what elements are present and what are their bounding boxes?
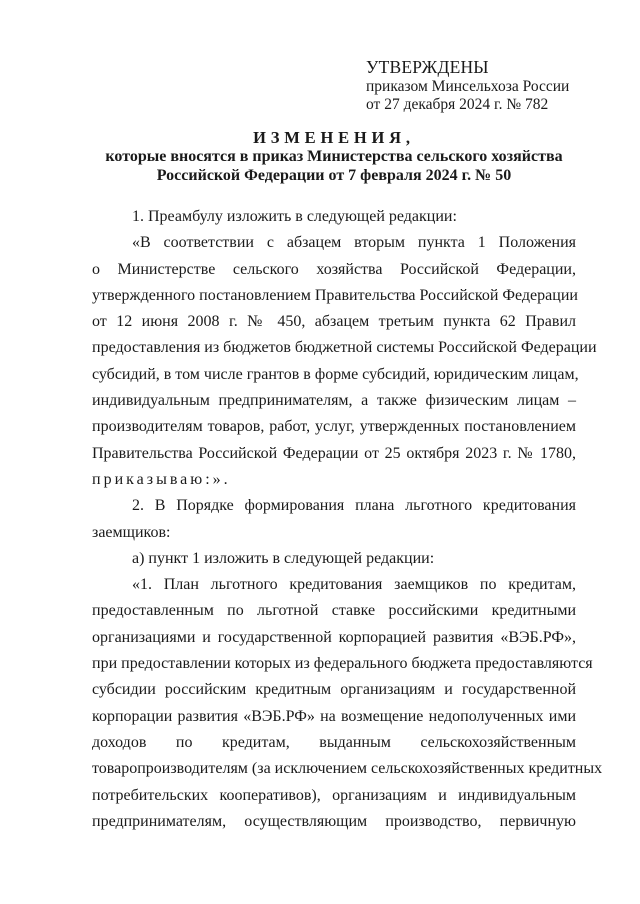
body-line: приказываю:». [92,470,231,488]
body-line: при предоставлении которых из федерального бюджета предоставляются [92,655,593,673]
document-body [92,204,603,835]
approval-order-line: приказом Минсельхоза России [366,78,570,95]
heading-subtitle-line-2: Российской Федерации от 7 февраля 2024 г. № 50 [156,167,512,184]
body-line: предоставления из бюджетов бюджетной системы Российской Федерации [92,339,597,357]
body-line: от 12 июня 2008 г. № 450, абзацем третьим пункта 62 Правил [92,313,576,331]
body-line: заемщиков: [92,523,171,541]
body-line: доходов по кредитам, выданным сельскохозяйственным [92,733,576,751]
body-line: о Министерстве сельского хозяйства Российской Федерации, [92,260,576,278]
body-line: «В соответствии с абзацем вторым пункта 1 Положения [132,234,576,252]
body-line: 1. Преамбулу изложить в следующей редакции: [132,208,457,225]
body-line: корпорации развития «ВЭБ.РФ» на возмещение недополученных ими [92,707,576,725]
body-line: производителям товаров, работ, услуг, утвержденных постановлением [92,418,576,436]
body-line: потребительских кооперативов), организациям и индивидуальным [92,786,576,804]
body-line: субсидии российским кредитным организациям и государственной [92,681,576,699]
body-line: утвержденного постановлением Правительства Российской Федерации [92,286,578,304]
body-line: «1. План льготного кредитования заемщиков по кредитам, [132,576,576,594]
body-line: предоставленным по льготной ставке российскими кредитными [92,602,576,620]
body-line: организациями и государственной корпорацией развития «ВЭБ.РФ», [92,628,576,646]
approval-date-line: от 27 декабря 2024 г. № 782 [366,96,549,113]
body-line: 2. В Порядке формирования плана льготного кредитования [132,497,576,515]
body-line: товаропроизводителям (за исключением сельскохозяйственных кредитных [92,760,603,778]
body-line: индивидуальным предпринимателям, а также физическим лицам – [92,392,576,410]
body-line: субсидий, в том числе грантов в форме субсидий, юридическим лицам, [92,365,579,383]
heading-title: ИЗМЕНЕНИЯ, [253,128,415,147]
approval-title: УТВЕРЖДЕНЫ [366,57,489,77]
heading-subtitle-line-1: которые вносятся в приказ Министерства сельского хозяйства [105,148,563,165]
approval-stamp [366,56,616,114]
body-line: предпринимателям, осуществляющим производство, первичную [92,812,576,830]
document-heading [92,128,576,185]
body-line: Правительства Российской Федерации от 25 октября 2023 г. № 1780, [92,444,576,462]
body-line: а) пункт 1 изложить в следующей редакции: [132,549,435,567]
